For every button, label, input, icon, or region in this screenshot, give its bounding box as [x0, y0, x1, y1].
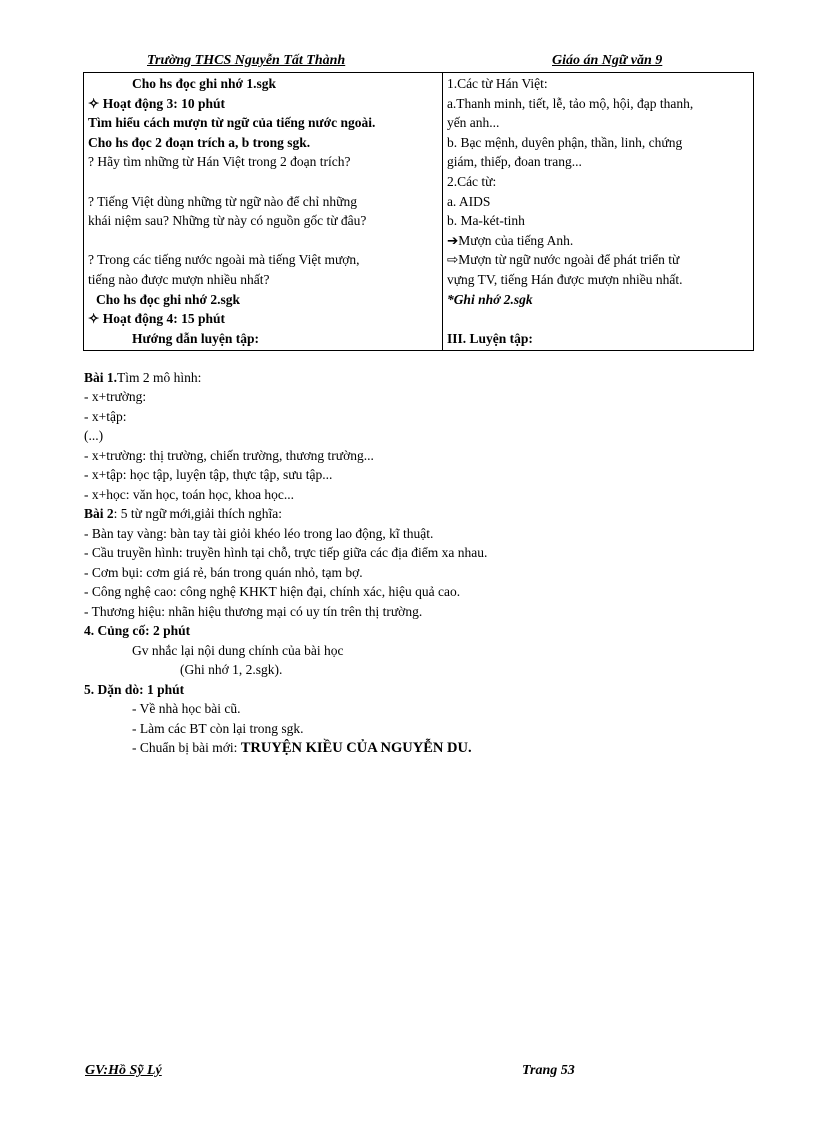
table-line: Cho hs đọc 2 đoạn trích a, b trong sgk.	[88, 134, 311, 150]
body-line: - Thương hiệu: nhãn hiệu thương mại có uy tín trên thị trường.	[84, 604, 423, 619]
table-line: Cho hs đọc ghi nhớ 2.sgk	[96, 291, 241, 307]
table-line: Cho hs đọc ghi nhớ 1.sgk	[132, 76, 277, 91]
practice-heading: III. Luyện tập:	[446, 330, 533, 346]
body-line: - x+trường:	[84, 389, 147, 404]
table-line: ? Trong các tiếng nước ngoài mà tiếng Việt mượn,	[88, 252, 360, 268]
diamond-bullet-icon: ✧	[88, 311, 100, 327]
teacher-activity-column	[84, 73, 443, 351]
table-line: Hướng dẫn luyện tập:	[132, 330, 259, 346]
subject-title: Giáo án Ngữ văn 9	[552, 53, 663, 68]
table-line: khái niệm sau? Những từ này có nguồn gốc từ đâu?	[88, 213, 367, 229]
body-line: - Cầu truyền hình: truyền hình tại chỗ, trực tiếp giữa các địa điểm xa nhau.	[84, 545, 488, 560]
table-line: 2.Các từ:	[446, 173, 497, 189]
lesson-table	[83, 72, 754, 351]
body-line: - x+trường: thị trường, chiến trường, thương trường...	[84, 448, 374, 463]
table-line: 1.Các từ Hán Việt:	[446, 76, 548, 91]
exercise-1-title: Bài 1.Tìm 2 mô hình:	[84, 370, 202, 385]
table-line: b. Bạc mệnh, duyên phận, thần, linh, chứng	[446, 134, 683, 150]
table-line: ? Hãy tìm những từ Hán Việt trong 2 đoạn trích?	[88, 154, 351, 170]
next-lesson-title: TRUYỆN KIỀU CỦA NGUYỄN DU.	[240, 740, 472, 756]
body-line: - Công nghệ cao: công nghệ KHKT hiện đại, chính xác, hiệu quả cao.	[84, 584, 461, 599]
table-line: vựng TV, tiếng Hán được mượn nhiều nhất.	[446, 271, 683, 287]
outline-arrow-icon: ⇨	[446, 252, 459, 268]
body-line: - Cơm bụi: cơm giá rẻ, bán trong quán nhỏ, tạm bợ.	[84, 565, 363, 580]
section-5-heading: 5. Dặn dò: 1 phút	[84, 682, 185, 697]
table-line: a.Thanh minh, tiết, lễ, tảo mộ, hội, đạp thanh,	[446, 95, 694, 111]
table-line: tiếng nào được mượn nhiều nhất?	[88, 271, 270, 287]
exercise-2-title: Bài 2: 5 từ ngữ mới,giải thích nghĩa:	[84, 506, 283, 521]
diamond-bullet-icon: ✧	[88, 95, 100, 111]
table-line: Tìm hiểu cách mượn từ ngữ của tiếng nước ngoài.	[88, 115, 376, 131]
activity-3-heading: ✧ Hoạt động 3: 10 phút	[88, 95, 225, 111]
body-line: - Chuẩn bị bài mới: TRUYỆN KIỀU CỦA NGUYỄN DU.	[132, 740, 472, 756]
table-line: *Ghi nhớ 2.sgk	[446, 291, 533, 307]
table-line: ⇨Mượn từ ngữ nước ngoài để phát triển từ	[446, 252, 680, 268]
table-line: ? Tiếng Việt dùng những từ ngữ nào để chỉ những	[88, 193, 357, 209]
table-line: yến anh...	[446, 115, 500, 131]
section-4-heading: 4. Củng cố: 2 phút	[84, 623, 191, 638]
body-line: - Làm các BT còn lại trong sgk.	[132, 721, 304, 736]
body-line: - x+tập: học tập, luyện tập, thực tập, sưu tập...	[84, 467, 333, 482]
body-line: (Ghi nhớ 1, 2.sgk).	[180, 662, 283, 677]
body-line: Gv nhắc lại nội dung chính của bài học	[132, 643, 344, 658]
body-line: - x+tập:	[84, 409, 127, 424]
activity-4-heading: ✧ Hoạt động 4: 15 phút	[88, 311, 225, 327]
content-column	[442, 73, 753, 351]
table-line: ➔Mượn của tiếng Anh.	[446, 232, 574, 248]
teacher-name: GV:Hồ Sỹ Lý	[85, 1063, 162, 1078]
body-line: - x+học: văn học, toán học, khoa học...	[84, 487, 295, 502]
school-name: Trường THCS Nguyễn Tất Thành	[147, 53, 346, 68]
body-line: - Về nhà học bài cũ.	[132, 701, 241, 716]
right-arrow-icon: ➔	[446, 232, 459, 248]
table-line: b. Ma-két-tinh	[446, 213, 525, 229]
table-line: giám, thiếp, đoan trang...	[446, 154, 582, 170]
page-number: Trang 53	[522, 1063, 575, 1078]
table-line: a. AIDS	[446, 193, 491, 209]
body-line: - Bàn tay vàng: bàn tay tài giỏi khéo léo trong lao động, kĩ thuật.	[84, 526, 434, 541]
body-line: (...)	[84, 428, 104, 443]
